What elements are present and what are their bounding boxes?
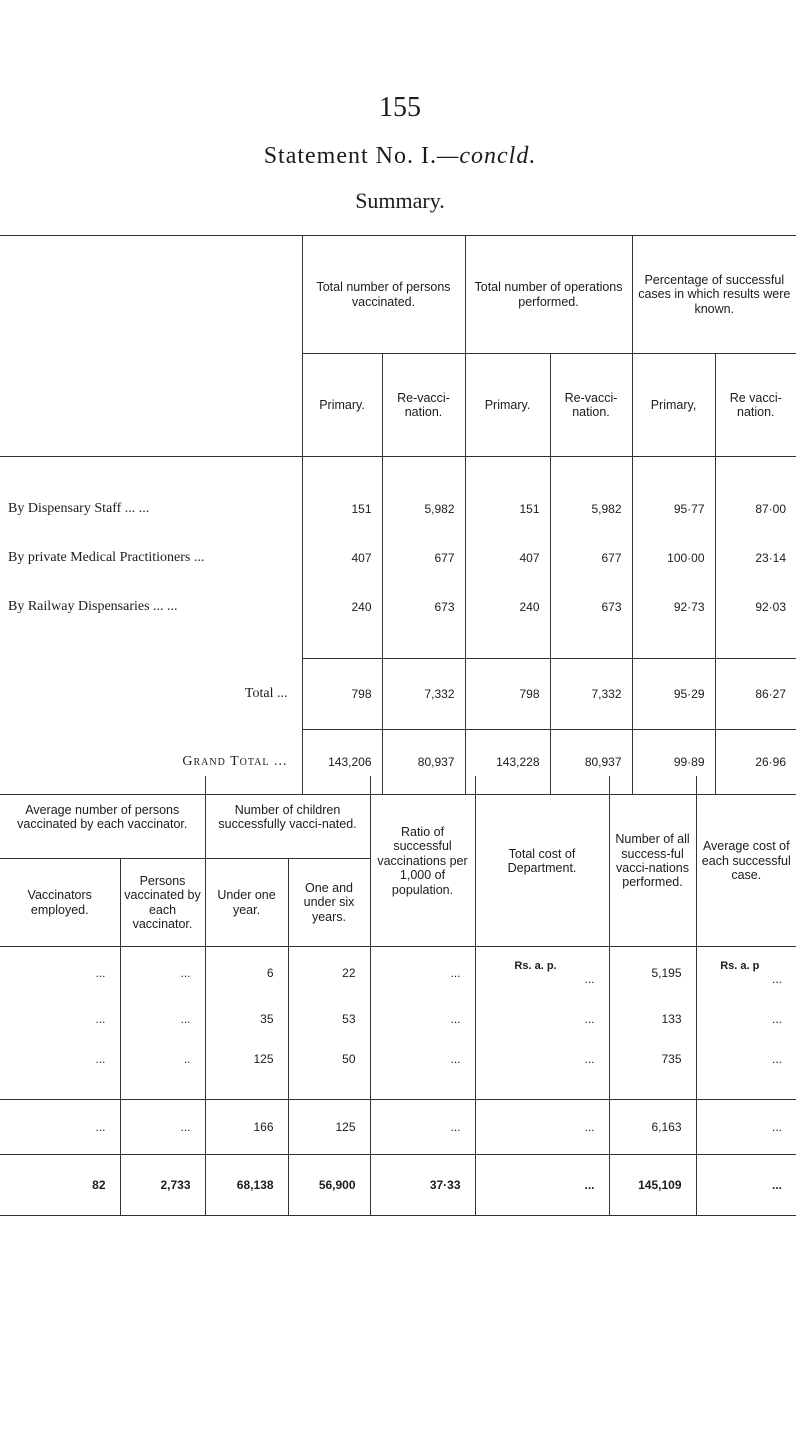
cell: ...	[95, 966, 106, 980]
cell: ...	[696, 999, 796, 1039]
cell: ...	[475, 999, 609, 1039]
cell: 23·14	[715, 533, 796, 582]
sub-one-to-six: One and under six years.	[288, 859, 370, 947]
statement-suffix: —concld.	[437, 143, 537, 169]
statement-title	[0, 143, 800, 170]
cell: ...	[370, 999, 475, 1039]
cell: ...	[696, 1100, 796, 1155]
cell	[696, 947, 796, 1000]
cell: ...	[696, 1039, 796, 1079]
blank-cell	[0, 354, 302, 457]
header-number-successful: Number of all success-ful vacci-nations performed.	[609, 776, 696, 947]
sub-persons-each: Persons vaccinated by each vaccinator.	[120, 859, 205, 947]
cell: 6,163	[609, 1100, 696, 1155]
cell: 22	[288, 947, 370, 1000]
header-children-vaccinated: Number of children successfully vacci-nated.	[205, 776, 370, 859]
row-label: By Railway Dispensaries ... ...	[8, 598, 178, 614]
header-percentage-successful: Percentage of successful cases in which results were known.	[632, 236, 796, 354]
header-ratio: Ratio of successful vaccinations per 1,000 of population.	[370, 776, 475, 947]
cell: ...	[120, 1100, 205, 1155]
cell: ...	[370, 947, 475, 1000]
cell: ...	[370, 1039, 475, 1079]
vaccinator-summary-table	[0, 776, 796, 1216]
cell: 82	[0, 1155, 120, 1216]
cell: 68,138	[205, 1155, 288, 1216]
cell: 92·03	[715, 582, 796, 631]
cell: 26·96	[715, 730, 796, 795]
cell: 86·27	[715, 659, 796, 730]
cell: 50	[288, 1039, 370, 1079]
cell: 95·77	[632, 484, 715, 533]
cell: 100·00	[632, 533, 715, 582]
cell: 151	[465, 484, 550, 533]
cell-value: ...	[772, 972, 783, 986]
cell: 92·73	[632, 582, 715, 631]
cell: 56,900	[288, 1155, 370, 1216]
cell: 143,206	[302, 730, 382, 795]
header-average-persons: Average number of persons vaccinated by each vaccinator.	[17, 802, 188, 831]
table-row	[0, 947, 796, 1000]
cell: 99·89	[632, 730, 715, 795]
cell: 2,733	[120, 1155, 205, 1216]
sub-revacc-operations: Re-vacci-nation.	[550, 354, 632, 457]
cell: ...	[475, 1100, 609, 1155]
total-row	[0, 659, 796, 730]
cell: 407	[465, 533, 550, 582]
cell: 125	[205, 1039, 288, 1079]
cell: 87·00	[715, 484, 796, 533]
cell: 677	[550, 533, 632, 582]
cell: ...	[120, 999, 205, 1039]
summary-title: Summary.	[355, 188, 445, 213]
grand-total-label: Grand Total ...	[0, 730, 302, 795]
cell: 151	[302, 484, 382, 533]
cell: 407	[302, 533, 382, 582]
cell: 7,332	[382, 659, 465, 730]
cell: 798	[302, 659, 382, 730]
cell: 35	[205, 999, 288, 1039]
sub-revacc-percentage: Re vacci-nation.	[715, 354, 796, 457]
cell: ...	[120, 947, 205, 1000]
header-operations-performed: Total number of operations performed.	[465, 236, 632, 354]
cell-value: ...	[584, 972, 595, 986]
cell: 240	[465, 582, 550, 631]
cell: 798	[465, 659, 550, 730]
cell: 95·29	[632, 659, 715, 730]
table-row	[0, 1039, 796, 1079]
cell: 125	[288, 1100, 370, 1155]
sub-primary-percentage: Primary,	[632, 354, 715, 457]
cell: ...	[475, 1039, 609, 1079]
table-row	[0, 999, 796, 1039]
header-total-cost: Total cost of Department.	[475, 776, 609, 947]
cell: 5,982	[382, 484, 465, 533]
statement-main: Statement No. I.	[263, 143, 437, 169]
table-row	[0, 582, 796, 631]
cell: 53	[288, 999, 370, 1039]
cell: 143,228	[465, 730, 550, 795]
cell: ...	[95, 1012, 106, 1026]
vaccination-summary-table	[0, 235, 796, 795]
currency-label-avg-cost: Rs. a. p	[720, 960, 760, 972]
cell: 7,332	[550, 659, 632, 730]
corner-cell	[0, 236, 302, 354]
row-label: By Dispensary Staff ... ...	[8, 500, 150, 516]
cell: 145,109	[609, 1155, 696, 1216]
cell: ...	[370, 1100, 475, 1155]
sub-primary-operations: Primary.	[465, 354, 550, 457]
cell: 673	[382, 582, 465, 631]
page-number: 155	[379, 92, 421, 123]
cell: 133	[609, 999, 696, 1039]
currency-label-total-cost: Rs. a. p.	[514, 960, 557, 972]
cell: 673	[550, 582, 632, 631]
cell: ...	[696, 1155, 796, 1216]
table-row	[0, 484, 796, 533]
total-label: Total ...	[244, 686, 288, 701]
grand-total-row	[0, 1155, 796, 1216]
header-persons-vaccinated: Total number of persons vaccinated.	[302, 236, 465, 354]
sub-vaccinators-employed: Vaccinators employed.	[0, 859, 120, 947]
cell: 677	[382, 533, 465, 582]
sub-revacc-persons: Re-vacci-nation.	[382, 354, 465, 457]
cell: 166	[205, 1100, 288, 1155]
sub-under-one: Under one year.	[205, 859, 288, 947]
cell: 240	[302, 582, 382, 631]
cell: 5,195	[609, 947, 696, 1000]
sub-primary-persons: Primary.	[302, 354, 382, 457]
cell: ...	[475, 1155, 609, 1216]
cell: 5,982	[550, 484, 632, 533]
cell	[475, 947, 609, 1000]
cell: ...	[95, 1052, 106, 1066]
cell: 37·33	[370, 1155, 475, 1216]
cell: 80,937	[550, 730, 632, 795]
header-average-cost: Average cost of each successful case.	[696, 776, 796, 947]
cell: ..	[120, 1039, 205, 1079]
cell: ...	[0, 1100, 120, 1155]
cell: 6	[205, 947, 288, 1000]
cell: 735	[609, 1039, 696, 1079]
total-row	[0, 1100, 796, 1155]
row-label: By private Medical Practitioners ...	[8, 549, 205, 565]
cell: 80,937	[382, 730, 465, 795]
table-row	[0, 533, 796, 582]
